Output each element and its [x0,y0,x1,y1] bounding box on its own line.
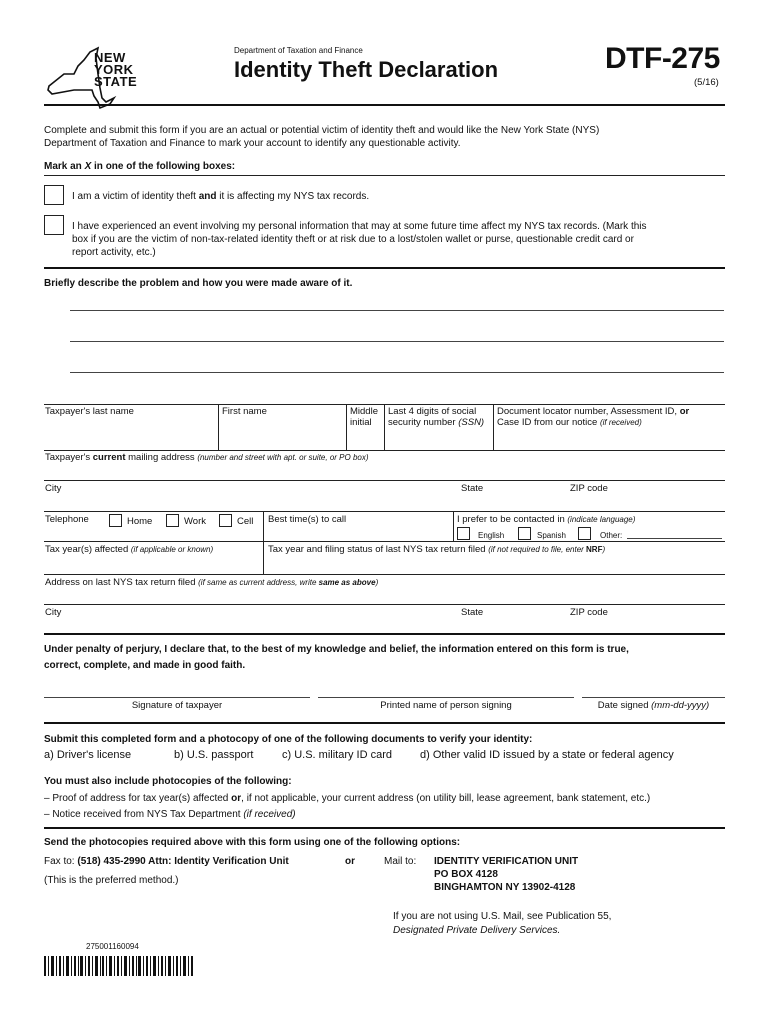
last-name-field[interactable]: Taxpayer's last name [45,406,134,417]
proof-of-address-item: – Proof of address for tax year(s) affected or, if not applicable, your current address (on utility bill, lease agreement, bank statement, etc.) [44,793,651,804]
language-preference-label: I prefer to be contacted in (indicate language) [457,514,636,525]
home-phone-checkbox[interactable] [109,514,122,527]
signature-label: Signature of taxpayer [131,700,223,711]
intro-text [44,124,734,150]
printed-name-line[interactable] [318,697,574,698]
spanish-checkbox[interactable] [518,527,531,540]
mail-to-label: Mail to: [384,856,417,867]
cell-phone-checkbox[interactable] [219,514,232,527]
city-field-2[interactable]: City [45,607,62,618]
doc-passport: b) U.S. passport [174,749,254,761]
barcode [44,956,194,976]
state-field[interactable]: State [461,483,484,494]
mailing-address-field[interactable]: Taxpayer's current mailing address (number and street with apt. or suite, or PO box) [45,452,369,463]
header-rule [44,104,725,106]
describe-line-2[interactable] [70,341,724,342]
victim-option-label: I am a victim of identity theft and it is affecting my NYS tax records. [72,191,370,202]
send-heading: Send the photocopies required above with this form using one of the following options: [44,837,461,848]
form-title: Identity Theft Declaration [234,57,499,82]
other-language-checkbox[interactable] [578,527,591,540]
form-revision: (5/16) [694,77,719,88]
other-language-input[interactable] [627,538,722,539]
signature-line[interactable] [44,697,310,698]
preferred-method-note: (This is the preferred method.) [44,875,179,886]
zip-field-2[interactable]: ZIP code [570,607,608,618]
logo-line-new: NEW [94,50,126,65]
fax-option: Fax to: (518) 435-2990 Attn: Identity Verification Unit [44,856,289,867]
english-label: English [478,531,505,540]
potential-victim-option-label: I have experienced an event involving my personal information that may at some future time affect my NYS tax records. (Mark this box if you are the victim of non-tax-related identity theft or at risk due to a lost/stolen wallet or purse, questionable credit card or report activity, etc.) [72,221,647,258]
spanish-label: Spanish [537,531,566,540]
doc-military-id: c) U.S. military ID card [282,749,393,761]
date-signed-line[interactable] [582,697,725,698]
department-name: Department of Taxation and Finance [234,46,363,55]
zip-field[interactable]: ZIP code [570,483,608,494]
doc-other-id: d) Other valid ID issued by a state or federal agency [420,749,674,761]
state-field-2[interactable]: State [461,607,484,618]
mailing-address-block: IDENTITY VERIFICATION UNIT PO BOX 4128 BINGHAMTON NY 13902-4128 [434,856,579,893]
barcode-number: 275001160094 [86,942,139,951]
ssn-last4-field[interactable]: Last 4 digits of social security number (SSN) [388,406,485,428]
work-label: Work [184,516,206,527]
document-locator-field[interactable]: Document locator number, Assessment ID, or Case ID from our notice (if received) [497,406,690,428]
last-return-address-field[interactable]: Address on last NYS tax return filed (if same as current address, write same as above) [45,577,379,588]
nys-logo [44,44,144,110]
describe-line-1[interactable] [70,310,724,311]
doc-drivers-license: a) Driver's license [44,749,132,761]
describe-line-3[interactable] [70,372,724,373]
describe-label: Briefly describe the problem and how you were made aware of it. [44,278,353,289]
potential-victim-checkbox[interactable] [44,215,64,235]
notice-item: – Notice received from NYS Tax Department (if received) [44,809,296,820]
intro-line-2: Department of Taxation and Finance to mark your account to identify any questionable activity. [44,138,461,149]
english-checkbox[interactable] [457,527,470,540]
or-label: or [345,856,355,867]
logo-line-york: YORK [94,62,134,77]
city-field[interactable]: City [45,483,62,494]
also-include-heading: You must also include photocopies of the following: [44,776,292,787]
victim-checkbox[interactable] [44,185,64,205]
logo-line-state: STATE [94,74,138,89]
perjury-declaration: Under penalty of perjury, I declare that, to the best of my knowledge and belief, the information entered on this form is true, correct, complete, and made in good faith. [44,644,629,671]
intro-line-1: Complete and submit this form if you are an actual or potential victim of identity theft and would like the New York State (NYS) [44,125,600,136]
cell-label: Cell [237,516,254,527]
submit-heading: Submit this completed form and a photocopy of one of the following documents to verify your identity: [44,734,533,745]
best-time-field[interactable]: Best time(s) to call [268,514,347,525]
form-number: DTF-275 [605,42,720,75]
private-delivery-note: If you are not using U.S. Mail, see Publication 55, Designated Private Delivery Services. [393,911,612,936]
mark-instruction: Mark an X in one of the following boxes: [44,161,236,172]
first-name-field[interactable]: First name [222,406,267,417]
other-label: Other: [600,531,623,540]
home-label: Home [127,516,153,527]
telephone-field[interactable]: Telephone [45,514,89,525]
work-phone-checkbox[interactable] [166,514,179,527]
filing-status-field[interactable]: Tax year and filing status of last NYS tax return filed (if not required to file, enter NRF) [268,544,606,555]
tax-years-affected-field[interactable]: Tax year(s) affected (if applicable or known) [45,544,214,555]
middle-initial-field[interactable]: Middle initial [350,406,378,428]
printed-name-label: Printed name of person signing [380,700,512,711]
date-signed-label: Date signed (mm-dd-yyyy) [597,700,710,711]
